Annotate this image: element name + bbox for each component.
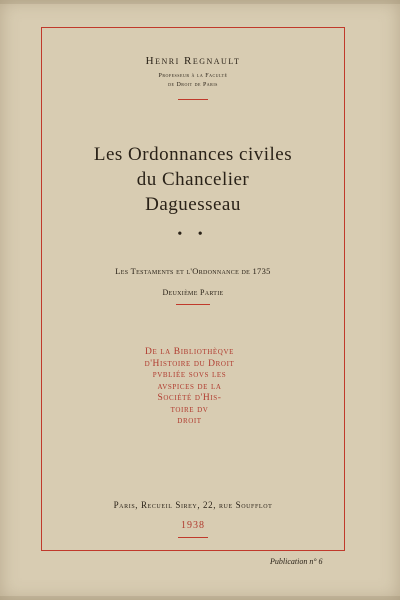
collection-line: avspices de la: [157, 381, 222, 392]
subtitle: Les Testaments et l'Ordonnance de 1735: [115, 266, 271, 276]
author-affiliation: [41, 72, 345, 90]
affiliation-line: de Droit de Paris: [168, 82, 218, 88]
collection-line: d'Histoire du Droit: [144, 358, 235, 369]
worn-edge: [0, 0, 400, 4]
author-name: Henri Regnault: [145, 55, 241, 67]
collection-line: pvbliée sovs les: [152, 370, 227, 380]
collection-line: De la Bibliothèqve: [144, 347, 234, 357]
collection-line: droit: [177, 416, 202, 426]
publication-number: Publication n° 6: [270, 557, 323, 566]
publisher-line: Paris, Recueil Sirey, 22, rue Soufflot: [113, 500, 273, 510]
affiliation-line: Professeur à la Faculté: [158, 73, 228, 79]
title-line: du Chancelier: [136, 169, 250, 190]
ornament: • •: [177, 227, 209, 242]
collection-line: Société d'His-: [157, 393, 222, 403]
divider-rule: [176, 304, 210, 305]
title-line: Les Ordonnances civiles: [93, 144, 293, 165]
part-label: Deuxième Partie: [162, 288, 224, 297]
divider-rule: [178, 99, 208, 100]
book-title: [41, 142, 345, 217]
divider-rule: [178, 537, 208, 538]
title-line: Daguesseau: [145, 194, 241, 215]
worn-edge: [0, 596, 400, 600]
publication-year: 1938: [181, 520, 205, 531]
collection-note: [102, 347, 277, 428]
collection-line: toire dv: [170, 404, 209, 415]
